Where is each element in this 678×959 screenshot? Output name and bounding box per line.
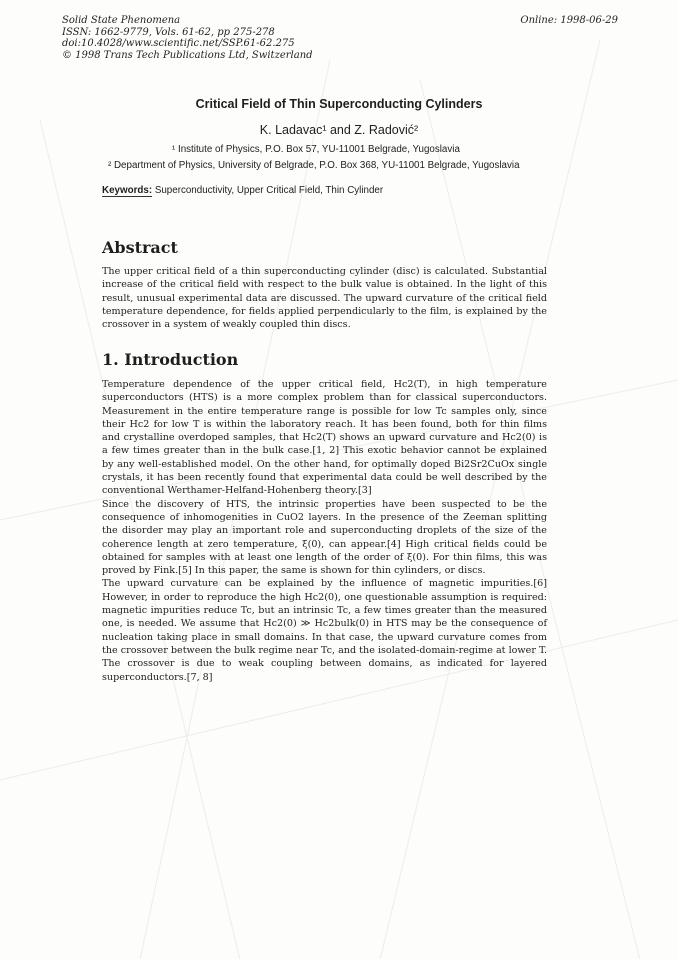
introduction-paragraph-2: Since the discovery of HTS, the intrinsic properties have been suspected to be the consequence of inhomogenities in CuO2 layers. In the presence of the Zeeman splitting the disorder may play an important role and superconducting droplets of the size of the coherence length at zero temperature, ξ(0), can appear.[4] High critical fields could be obtained for samples with at least one length of the order of ξ(0). For thin films, this was proved by Fink.[5] In this paper, the same is shown for thin cylinders, or discs. xyxy=(102,498,547,577)
affiliation-2: ² Department of Physics, University of Belgrade, P.O. Box 368, YU-11001 Belgrade, Yugoslavia xyxy=(108,160,520,171)
abstract-heading: Abstract xyxy=(102,238,178,257)
introduction-paragraph-3: The upward curvature can be explained by the influence of magnetic impurities.[6] However, in order to reproduce the high Hc2(0), one questionable assumption is required: magnetic impurities reduce Tc, but an intrinsic Tc, a few times greater than the measured one, is needed. We assume that Hc2(0) ≫ Hc2bulk(0) in HTS may be the consequence of nucleation taking place in small domains. In that case, the upward curvature comes from the crossover between the bulk regime near Tc, and the isolated-domain-regime at lower T. The crossover is due to weak coupling between domains, as indicated for layered superconductors.[7, 8] xyxy=(102,578,547,683)
author-list: K. Ladavac¹ and Z. Radović² xyxy=(259,123,419,137)
journal-header xyxy=(62,15,313,61)
issn-line: ISSN: 1662-9779, Vols. 61-62, pp 275-278 xyxy=(62,26,275,38)
introduction-heading: 1. Introduction xyxy=(102,350,239,369)
copyright-line: © 1998 Trans Tech Publications Ltd, Switzerland xyxy=(62,49,313,61)
abstract-body xyxy=(102,265,547,331)
paper-title: Critical Field of Thin Superconducting Cylinders xyxy=(195,97,483,111)
abstract-text: The upper critical field of a thin superconducting cylinder (disc) is calculated. Substantial increase of the critical field with respect to the bulk value is obtained. In the light of this result, unusual experimental data are discussed. The upward curvature of the critical field temperature dependence, for fields applied perpendicularly to the film, is explained by the crossover in a system of weakly coupled thin discs. xyxy=(102,266,547,331)
online-date: Online: 1998-06-29 xyxy=(520,15,618,26)
keywords-line xyxy=(102,185,383,196)
introduction-body xyxy=(102,378,547,684)
keywords-text: Superconductivity, Upper Critical Field, Thin Cylinder xyxy=(152,185,384,196)
journal-name: Solid State Phenomena xyxy=(62,15,181,26)
introduction-paragraph-1: Temperature dependence of the upper critical field, Hc2(T), in high temperature superconductors (HTS) is a more complex problem than for classical superconductors. Measurement in the entire temperature range is possible for low Tc samples only, since their Hc2 for low T is within the laboratory reach. It has been found, both for thin films and crystalline overdoped samples, that Hc2(T) shows an upward curvature and Hc2(0) is a few times greater than in the bulk case.[1, 2] This exotic behavior cannot be explained by any well-established model. On the other hand, for optimally doped Bi2Sr2CuOx single crystals, it has been recently found that experimental data could be well described by the conventional Werthamer-Helfand-Hohenberg theory.[3] xyxy=(102,379,547,497)
keywords-label: Keywords: xyxy=(102,185,153,196)
doi-line: doi:10.4028/www.scientific.net/SSP.61-62.275 xyxy=(62,38,295,49)
affiliation-1: ¹ Institute of Physics, P.O. Box 57, YU-11001 Belgrade, Yugoslavia xyxy=(172,144,460,155)
